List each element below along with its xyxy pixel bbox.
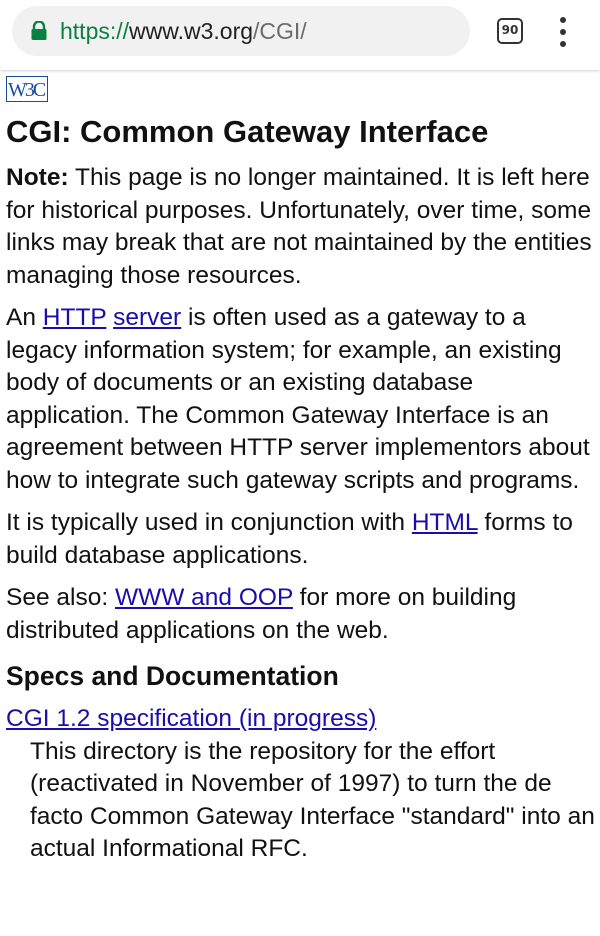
html-link[interactable]: HTML <box>411 509 478 536</box>
text: It is typically used in conjunction with <box>6 509 412 536</box>
tab-count: 90 <box>501 23 519 37</box>
text: An <box>6 304 43 331</box>
note-text: This page is no longer maintained. It is left here for historical purposes. Unfortunately, over time, some links may break that are not maintained by the entities managing those resources. <box>6 164 592 289</box>
text: for more on building distributed applications on the web. <box>6 584 517 644</box>
server-link[interactable]: server <box>113 304 182 331</box>
http-link[interactable]: HTTP <box>42 304 107 331</box>
note-paragraph <box>6 162 600 292</box>
lock-icon <box>30 21 48 41</box>
text: forms to build database applications. <box>6 509 573 569</box>
see-also-paragraph <box>6 582 600 647</box>
address-bar[interactable] <box>12 6 470 56</box>
text: See also: <box>6 584 115 611</box>
spec-description: This directory is the repository for the effort (reactivated in November of 1997) to turn the de facto Common Gateway Interface "standard" into an actual Informational RFC. <box>30 737 595 862</box>
url-text[interactable] <box>60 18 307 45</box>
menu-dot <box>560 41 566 47</box>
overflow-menu-icon[interactable] <box>556 17 570 47</box>
menu-dot <box>560 17 566 23</box>
text: is often used as a gateway to a legacy information system; for example, an existing body of documents or an existing database application. The Common Gateway Interface is an agreement between HTTP server implementors about how to integrate such gateway scripts and programs. <box>6 304 590 494</box>
tab-switcher-button[interactable] <box>497 18 523 44</box>
logo-text: W3C <box>8 79 45 101</box>
menu-dot <box>560 29 566 35</box>
usage-paragraph <box>6 507 600 572</box>
browser-toolbar <box>0 0 600 70</box>
note-label: Note: <box>6 164 69 191</box>
w3c-logo[interactable] <box>6 76 48 102</box>
www-oop-link[interactable]: WWW and OOP <box>114 584 293 611</box>
url-host: www.w3.org <box>129 17 254 44</box>
url-path: /CGI/ <box>253 17 307 44</box>
page-content <box>0 76 600 866</box>
url-scheme: https:// <box>60 17 130 44</box>
section-heading: Specs and Documentation <box>6 661 339 691</box>
page-title: CGI: Common Gateway Interface <box>6 114 489 149</box>
intro-paragraph <box>6 302 600 497</box>
cgi-spec-link[interactable]: CGI 1.2 specification (in progress) <box>6 705 377 732</box>
